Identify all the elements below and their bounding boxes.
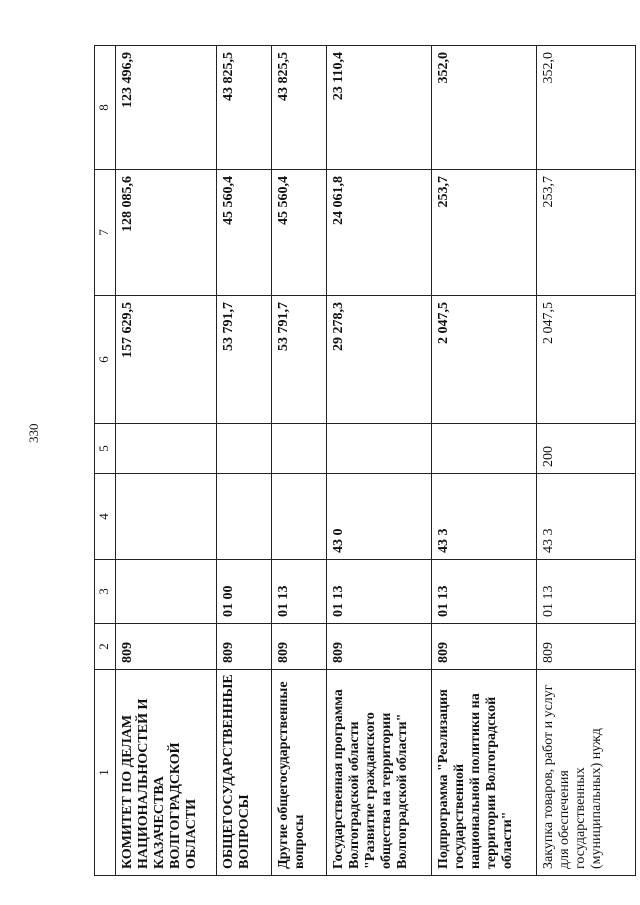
- row-program-code: [272, 474, 327, 560]
- table-row: [537, 46, 636, 876]
- row-amount-6: 53 791,7: [217, 296, 272, 424]
- row-amount-6: 2 047,5: [537, 296, 636, 424]
- row-amount-6: 157 629,5: [116, 296, 217, 424]
- row-name: Закупка товаров, работ и услуг для обеспечения государственных (муниципальных) нужд: [537, 670, 636, 876]
- row-amount-6: 53 791,7: [272, 296, 327, 424]
- row-name: КОМИТЕТ ПО ДЕЛАМ НАЦИОНАЛЬНОСТЕЙ И КАЗАЧЕСТВА ВОЛГОГРАДСКОЙ ОБЛАСТИ: [116, 670, 217, 876]
- row-amount-8: 43 825,5: [272, 46, 327, 170]
- row-amount-7: 45 560,4: [217, 170, 272, 296]
- row-program-code: [116, 474, 217, 560]
- row-amount-8: 23 110,4: [327, 46, 432, 170]
- row-amount-7: 45 560,4: [272, 170, 327, 296]
- budget-table: [94, 45, 636, 876]
- row-name: Другие общегосударственные вопросы: [272, 670, 327, 876]
- row-name: Государственная программа Волгоградской области "Развитие гражданского общества на территории Волгоградской области": [327, 670, 432, 876]
- row-expense-type: [116, 424, 217, 474]
- row-expense-type: [217, 424, 272, 474]
- row-section-code: 01 13: [272, 560, 327, 624]
- row-section-code: 01 13: [537, 560, 636, 624]
- row-ministry-code: 809: [537, 624, 636, 670]
- row-program-code: 43 3: [432, 474, 537, 560]
- header-col-4: 4: [95, 474, 116, 560]
- row-amount-8: 352,0: [537, 46, 636, 170]
- row-amount-7: 253,7: [537, 170, 636, 296]
- row-expense-type: 200: [537, 424, 636, 474]
- row-ministry-code: 809: [116, 624, 217, 670]
- row-amount-6: 29 278,3: [327, 296, 432, 424]
- row-ministry-code: 809: [432, 624, 537, 670]
- table-row: [327, 46, 432, 876]
- row-section-code: 01 13: [327, 560, 432, 624]
- row-amount-8: 123 496,9: [116, 46, 217, 170]
- row-expense-type: [327, 424, 432, 474]
- table-row: [116, 46, 217, 876]
- table-row: [272, 46, 327, 876]
- page-number: [26, 424, 42, 444]
- header-col-6: 6: [95, 296, 116, 424]
- header-col-5: 5: [95, 424, 116, 474]
- row-amount-7: 128 085,6: [116, 170, 217, 296]
- row-amount-6: 2 047,5: [432, 296, 537, 424]
- row-ministry-code: 809: [217, 624, 272, 670]
- header-col-2: 2: [95, 624, 116, 670]
- row-amount-7: 24 061,8: [327, 170, 432, 296]
- row-section-code: [116, 560, 217, 624]
- header-col-7: 7: [95, 170, 116, 296]
- row-program-code: 43 3: [537, 474, 636, 560]
- row-name: ОБЩЕГОСУДАРСТВЕННЫЕ ВОПРОСЫ: [217, 670, 272, 876]
- table-row: [217, 46, 272, 876]
- row-amount-8: 352,0: [432, 46, 537, 170]
- row-program-code: [217, 474, 272, 560]
- row-section-code: 01 00: [217, 560, 272, 624]
- page-number-text: 330: [26, 423, 41, 443]
- row-program-code: 43 0: [327, 474, 432, 560]
- rotated-table-container: [94, 46, 605, 876]
- row-ministry-code: 809: [272, 624, 327, 670]
- row-section-code: 01 13: [432, 560, 537, 624]
- header-col-1: 1: [95, 670, 116, 876]
- row-name: Подпрограмма "Реализация государственной национальной политики на территории Волгоградской области": [432, 670, 537, 876]
- row-expense-type: [272, 424, 327, 474]
- row-ministry-code: 809: [327, 624, 432, 670]
- row-amount-7: 253,7: [432, 170, 537, 296]
- row-expense-type: [432, 424, 537, 474]
- header-row: [95, 46, 116, 876]
- header-col-3: 3: [95, 560, 116, 624]
- header-col-8: 8: [95, 46, 116, 170]
- row-amount-8: 43 825,5: [217, 46, 272, 170]
- table-row: [432, 46, 537, 876]
